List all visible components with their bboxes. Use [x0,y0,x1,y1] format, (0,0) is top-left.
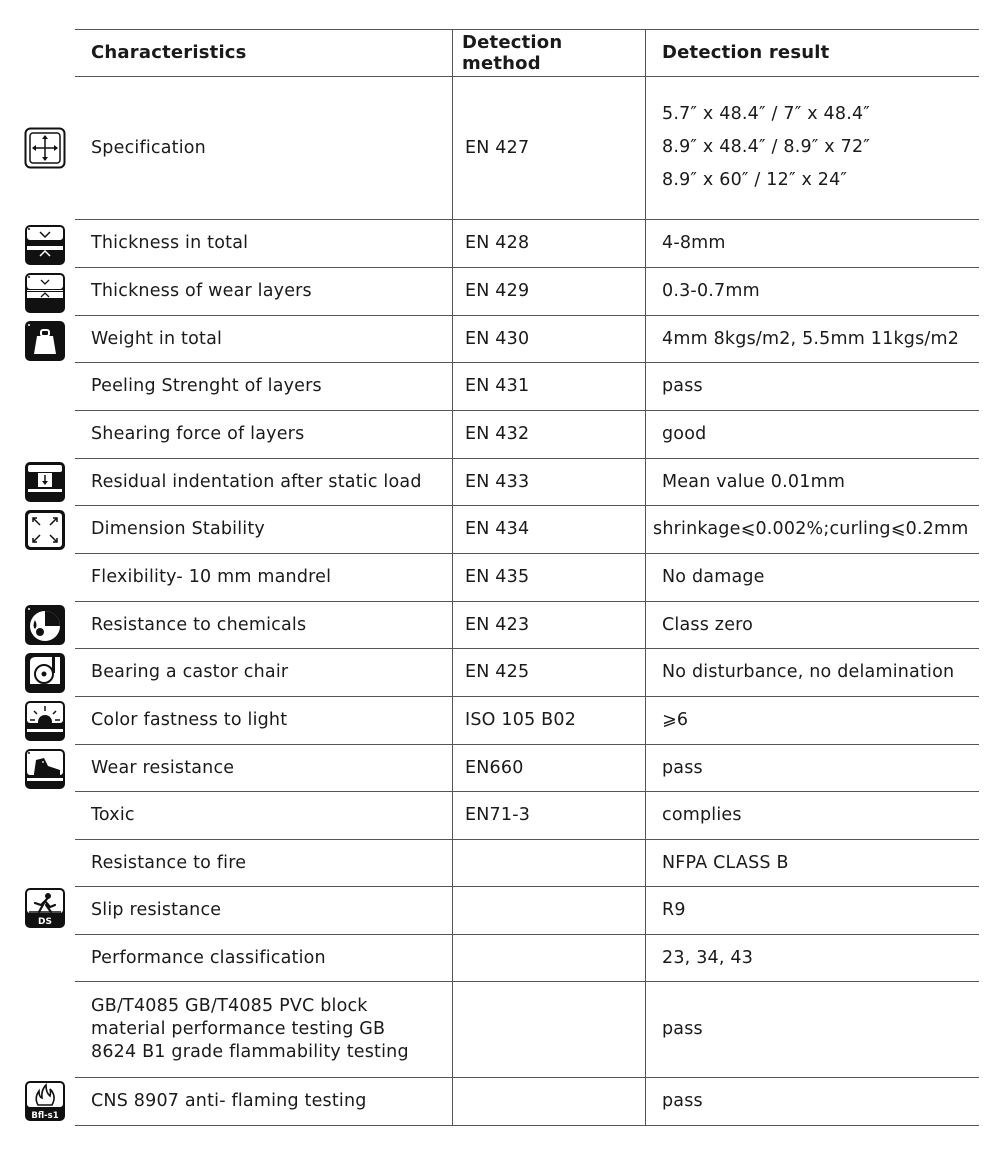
characteristic-specification: Specification [91,137,206,158]
method-cell: EN 435 [465,567,530,587]
method-cell: EN71-3 [465,805,531,825]
result-line: 8.9″ x 48.4″ / 8.9″ x 72″ [662,137,871,157]
characteristic-cell: Shearing force of layers [91,424,305,444]
frame-dimensions-icon [24,127,66,169]
result-cell: No disturbance, no delamination [662,662,955,682]
result-cell: pass [662,757,703,778]
column-divider [645,29,646,1125]
characteristic-cell: Toxic [91,805,135,825]
characteristic-cell: Weight in total [91,328,223,349]
wear-layer-thickness-icon [24,272,66,314]
characteristic-gb-testing [91,981,451,1077]
method-cell [465,839,643,886]
weight-icon [24,320,66,362]
method-cell: EN 429 [465,281,530,301]
header-characteristics: Characteristics [91,42,247,63]
method-cell: EN660 [465,757,524,778]
characteristic-cell: Resistance to fire [91,852,247,873]
column-divider [452,29,453,1125]
dimension-stability-icon [24,509,66,551]
characteristic-line: GB/T4085 GB/T4085 PVC block [91,995,368,1016]
characteristic-line: 8624 B1 grade flammability testing [91,1041,409,1062]
characteristic-cell: Residual indentation after static load [91,471,422,492]
result-cell: pass [662,376,703,396]
characteristic-cell: Dimension Stability [91,519,265,539]
result-cell: 23, 34, 43 [662,947,754,968]
static-load-icon [24,461,66,503]
characteristic-cell: CNS 8907 anti- flaming testing [91,1091,367,1111]
castor-chair-icon [24,652,66,694]
result-cell: 0.3-0.7mm [662,281,760,301]
slip-icon-label: DS [38,917,52,927]
result-cell: 4-8mm [662,233,726,253]
result-line: 5.7″ x 48.4″ / 7″ x 48.4″ [662,104,871,124]
header-detection-result: Detection result [662,42,830,63]
thickness-total-icon [24,224,66,266]
method-cell: ISO 105 B02 [465,710,577,730]
result-cell: good [662,424,707,444]
characteristic-line: material performance testing GB [91,1018,386,1039]
characteristic-cell: Color fastness to light [91,710,288,730]
result-cell: R9 [662,900,686,920]
result-cell: shrinkage⩽0.002%;curling⩽0.2mm [653,519,969,539]
method-cell [465,886,643,934]
table-bottom-border [75,1125,979,1126]
slip-resistance-icon [24,887,66,929]
method-cell: EN 431 [465,376,530,396]
characteristic-cell: Resistance to chemicals [91,614,307,635]
result-cell: 4mm 8kgs/m2, 5.5mm 11kgs/m2 [662,328,960,349]
characteristic-cell: Thickness in total [91,233,249,253]
result-cell: pass [662,1091,703,1111]
method-cell [465,981,643,1077]
method-cell: EN 427 [465,137,530,158]
method-cell: EN 433 [465,471,530,492]
characteristic-cell: Performance classification [91,947,326,968]
result-cell: NFPA CLASS B [662,852,789,873]
method-cell: EN 428 [465,233,530,253]
result-line: 8.9″ x 60″ / 12″ x 24″ [662,170,848,190]
method-cell [465,1077,643,1125]
result-cell: No damage [662,567,765,587]
characteristic-cell: Wear resistance [91,757,235,778]
method-cell: EN 432 [465,424,530,444]
sun-light-icon [24,700,66,742]
flame-icon-label: Bfl-s1 [31,1111,59,1121]
characteristic-cell: Thickness of wear layers [91,281,312,301]
result-cell: Mean value 0.01mm [662,471,846,492]
method-cell: EN 430 [465,328,530,349]
method-cell: EN 423 [465,614,530,635]
characteristic-cell: Slip resistance [91,900,222,920]
method-cell: EN 425 [465,662,530,682]
chemicals-icon [24,604,66,646]
flame-icon [24,1080,66,1122]
method-cell [465,934,643,981]
result-cell: pass [662,1019,703,1039]
result-specification [662,76,982,219]
header-detection-method: Detection method [462,31,563,74]
characteristic-cell: Flexibility- 10 mm mandrel [91,567,332,587]
method-cell: EN 434 [465,519,530,539]
result-cell: complies [662,805,742,825]
characteristic-cell: Peeling Strenght of layers [91,376,322,396]
wear-shoe-icon [24,748,66,790]
result-cell: ⩾6 [662,710,689,730]
result-cell: Class zero [662,614,754,635]
characteristic-cell: Bearing a castor chair [91,662,289,682]
